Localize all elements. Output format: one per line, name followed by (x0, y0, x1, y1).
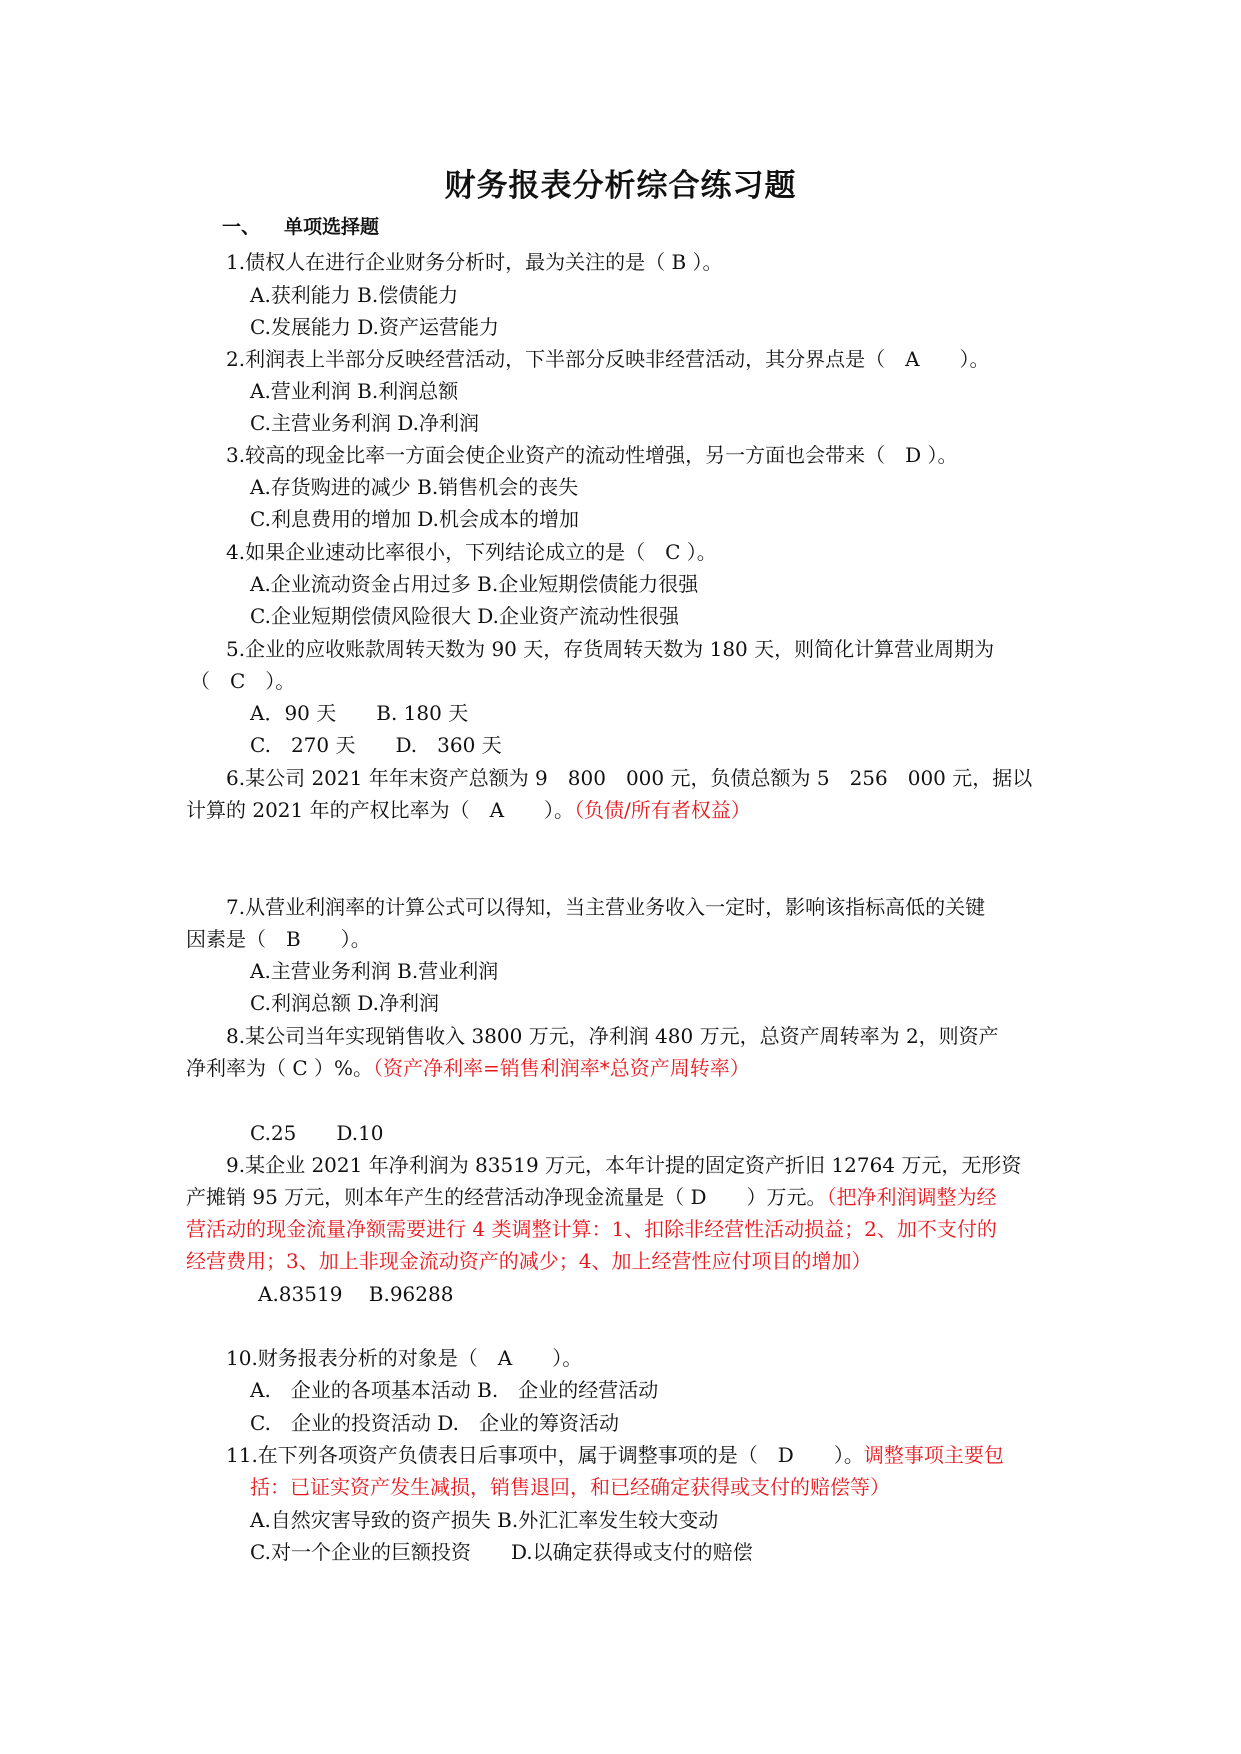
question-8-note: （资产净利率=销售利润率*总资产周转率） (373, 1056, 750, 1080)
page-title: 财务报表分析综合练习题 (444, 168, 797, 204)
question-3: 3.较高的现金比率一方面会使企业资产的流动性增强，另一方面也会带来（ D ）。 (226, 443, 958, 467)
question-8-answer: 净利率为（ C ）%。 (186, 1056, 374, 1080)
question-6-continuation (186, 795, 751, 825)
question-10: 10.财务报表分析的对象是（ A ）。 (226, 1346, 583, 1370)
question-4: 4.如果企业速动比率很小，下列结论成立的是（ C ）。 (226, 540, 717, 564)
question-8: 8.某公司当年实现销售收入 3800 万元，净利润 480 万元，总资产周转率为 2，则资产 (226, 1024, 999, 1048)
question-6-note: （负债/所有者权益） (574, 798, 751, 822)
question-6-answer: 计算的 2021 年的产权比率为（ A ）。 (186, 798, 575, 822)
question-5-options-cd: C. 270 天 D. 360 天 (250, 733, 502, 757)
question-9-options-ab: A.83519 B.96288 (258, 1282, 454, 1306)
question-11-text: 11.在下列各项资产负债表日后事项中，属于调整事项的是（ D ）。 (226, 1443, 864, 1467)
question-7-answer: 因素是（ B ）。 (186, 927, 371, 951)
question-6: 6.某公司 2021 年年末资产总额为 9 800 000 元，负债总额为 5 256 000 元，据以 (226, 766, 1033, 790)
question-9-continuation (186, 1182, 997, 1212)
question-5: 5.企业的应收账款周转天数为 90 天，存货周转天数为 180 天，则简化计算营业周期为 (226, 637, 995, 661)
question-2-options-cd: C.主营业务利润 D.净利润 (250, 411, 479, 435)
question-1-options-cd: C.发展能力 D.资产运营能力 (250, 315, 499, 339)
question-11-note-end: 括：已证实资产发生减损，销售退回，和已经确定获得或支付的赔偿等） (250, 1475, 890, 1499)
question-5-options-ab: A．90 天 B. 180 天 (250, 701, 469, 725)
question-3-options-ab: A.存货购进的减少 B.销售机会的丧失 (250, 475, 579, 499)
question-9-note-end: 经营费用；3、加上非现金流动资产的减少；4、加上经营性应付项目的增加） (186, 1249, 872, 1273)
question-9: 9.某企业 2021 年净利润为 83519 万元，本年计提的固定资产折旧 12764 万元，无形资 (226, 1153, 1022, 1177)
question-5-answer: （ C ）。 (190, 669, 296, 693)
question-9-answer: 产摊销 95 万元，则本年产生的经营活动净现金流量是（ D ）万元。 (186, 1185, 827, 1209)
question-7-options-ab: A.主营业务利润 B.营业利润 (250, 959, 499, 983)
question-4-options-ab: A.企业流动资金占用过多 B.企业短期偿债能力很强 (250, 572, 699, 596)
question-11-note-start: 调整事项主要包 (863, 1443, 1004, 1467)
question-11 (226, 1440, 1004, 1470)
question-8-continuation (186, 1053, 750, 1083)
question-3-options-cd: C.利息费用的增加 D.机会成本的增加 (250, 507, 579, 531)
question-9-note-start: （把净利润调整为经 (826, 1185, 997, 1209)
section-number: 一、 (222, 216, 261, 238)
question-1-options-ab: A.获利能力 B.偿债能力 (250, 283, 459, 307)
section-title: 单项选择题 (284, 216, 380, 238)
question-7: 7.从营业利润率的计算公式可以得知，当主营业务收入一定时，影响该指标高低的关键 (226, 895, 986, 919)
question-11-options-cd: C.对一个企业的巨额投资 D.以确定获得或支付的赔偿 (250, 1540, 753, 1564)
question-11-options-ab: A.自然灾害导致的资产损失 B.外汇汇率发生较大变动 (250, 1508, 719, 1532)
question-2: 2.利润表上半部分反映经营活动，下半部分反映非经营活动，其分界点是（ A ）。 (226, 347, 990, 371)
question-2-options-ab: A.营业利润 B.利润总额 (250, 379, 459, 403)
question-10-options-ab: A. 企业的各项基本活动 B. 企业的经营活动 (250, 1378, 659, 1402)
question-9-note-middle: 营活动的现金流量净额需要进行 4 类调整计算：1、扣除非经营性活动损益；2、加不支付的 (186, 1217, 997, 1241)
question-7-options-cd: C.利润总额 D.净利润 (250, 991, 439, 1015)
question-10-options-cd: C. 企业的投资活动 D. 企业的筹资活动 (250, 1411, 619, 1435)
question-8-options-cd: C.25 D.10 (250, 1121, 384, 1145)
question-1: 1.债权人在进行企业财务分析时，最为关注的是（ B ）。 (226, 250, 723, 274)
question-4-options-cd: C.企业短期偿债风险很大 D.企业资产流动性很强 (250, 604, 679, 628)
